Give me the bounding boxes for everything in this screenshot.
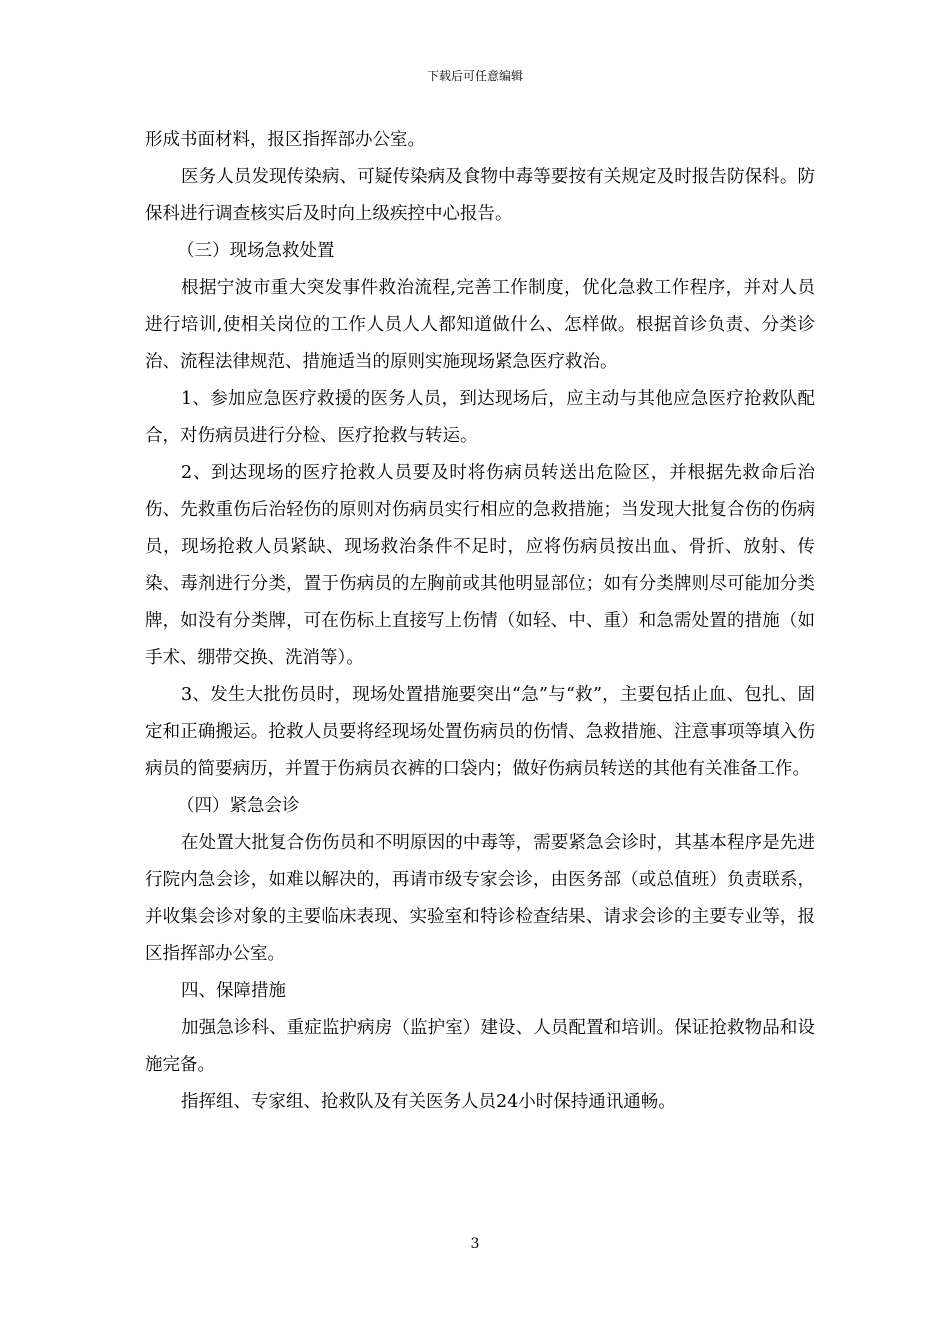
paragraph-item-2: 2、到达现场的医疗抢救人员要及时将伤病员转送出危险区，并根据先救命后治伤、先救重伤后治轻伤的原则对伤病员实行相应的急救措施；当发现大批复合伤的伤病员，现场抢救人员紧缺、现场救治条件不足时，应将伤病员按出血、骨折、放射、传染、毒剂进行分类，置于伤病员的左胸前或其他明显部位；如有分类牌则尽可能加分类牌，如没有分类牌，可在伤标上直接写上伤情（如轻、中、重）和急需处置的措施（如手术、绷带交换、洗消等）。 [145, 463, 815, 668]
paragraph-item-3: 3、发生大批伤员时，现场处置措施要突出“急”与“救”，主要包括止血、包扎、固定和正确搬运。抢救人员要将经现场处置伤病员的伤情、急救措施、注意事项等填入伤病员的简要病历，并置于伤病员衣裤的口袋内；做好伤病员转送的其他有关准备工作。 [145, 685, 815, 779]
paragraph-item-1: 1、参加应急医疗救援的医务人员，到达现场后，应主动与其他应急医疗抢救队配合，对伤病员进行分检、医疗抢救与转运。 [145, 389, 815, 446]
paragraph-emergency-dept: 加强急诊科、重症监护病房（监护室）建设、人员配置和培训。保证抢救物品和设施完备。 [145, 1018, 815, 1075]
paragraph-communication: 指挥组、专家组、抢救队及有关医务人员24小时保持通讯通畅。 [181, 1092, 676, 1112]
paragraph-continuation: 形成书面材料，报区指挥部办公室。 [145, 130, 425, 150]
section-heading-onsite-rescue: （三）现场急救处置 [177, 241, 335, 261]
section-heading-safeguards: 四、保障措施 [181, 981, 286, 1001]
paragraph-infectious-report: 医务人员发现传染病、可疑传染病及食物中毒等要按有关规定及时报告防保科。防保科进行调查核实后及时向上级疾控中心报告。 [145, 167, 815, 224]
page-number: 3 [470, 1236, 480, 1252]
paragraph-consult-process: 在处置大批复合伤伤员和不明原因的中毒等，需要紧急会诊时，其基本程序是先进行院内急会诊，如难以解决的，再请市级专家会诊，由医务部（或总值班）负责联系，并收集会诊对象的主要临床表现、实验室和特诊检查结果、请求会诊的主要专业等，报区指挥部办公室。 [145, 833, 815, 964]
section-heading-emergency-consult: （四）紧急会诊 [177, 796, 300, 816]
document-body [145, 122, 815, 1121]
paragraph-rescue-process: 根据宁波市重大突发事件救治流程,完善工作制度，优化急救工作程序，并对人员进行培训,使相关岗位的工作人员人人都知道做什么、怎样做。根据首诊负责、分类诊治、流程法律规范、措施适当的原则实施现场紧急医疗救治。 [145, 278, 815, 372]
page-header: 下载后可任意编辑 [426, 69, 523, 83]
